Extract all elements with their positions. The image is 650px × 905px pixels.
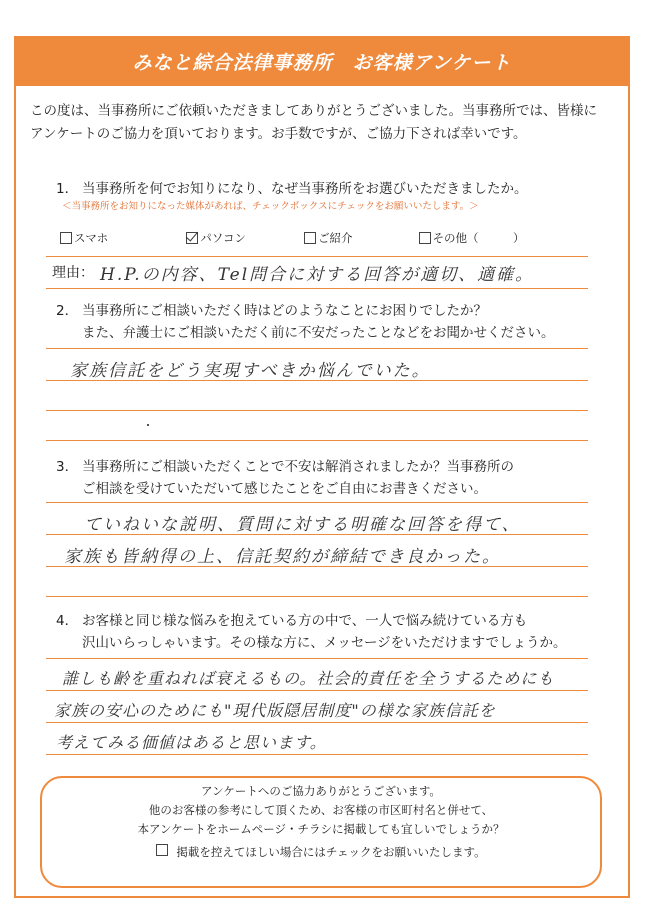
question-3: [56, 456, 616, 500]
consent-box: [40, 776, 602, 888]
consent-label: 掲載を控えてほしい場合にはチェックをお願いいたします。: [176, 845, 486, 859]
question-2-text-2: また、弁護士にご相談いただく前に不安だったことなどをお聞かせください。: [82, 325, 555, 341]
question-1-note: ＜当事務所をお知りになった媒体があれば、チェックボックスにチェックをお願いいたします。＞: [62, 201, 479, 212]
answer-line: [46, 256, 588, 257]
option-label: スマホ: [74, 231, 109, 245]
question-3-text-1: 当事務所にご相談いただくことで不安は解消されましたか？当事務所の: [82, 459, 514, 475]
answer-line: [46, 596, 588, 597]
answer-line: [46, 690, 588, 691]
reason-label: 理由：: [52, 265, 94, 281]
question-3-number: 3．: [56, 459, 79, 475]
footer-line-1: アンケートへのご協力ありがとうございます。: [201, 784, 441, 798]
answer-line: [46, 440, 588, 441]
option-label: パソコン: [200, 231, 247, 245]
intro-line-2: アンケートのご協力を頂いております。お手数ですが、ご協力下されば幸いです。: [30, 126, 527, 142]
answer-line: [46, 410, 588, 411]
question-4-text-2: 沢山いらっしゃいます。その様な方に、メッセージをいただけますでしょうか。: [82, 635, 567, 651]
answer-line: [46, 566, 588, 567]
question-1-number: 1．: [56, 181, 79, 197]
question-1-text: 当事務所を何でお知りになり、なぜ当事務所をお選びいただきましたか。: [82, 181, 528, 197]
answer-line: [46, 658, 588, 659]
answer-line: [46, 288, 588, 289]
option-other[interactable]: [419, 230, 525, 246]
question-4: [56, 610, 616, 654]
checkbox[interactable]: [419, 232, 431, 244]
question-4-text-1: お客様と同じ様な悩みを抱えている方の中で、一人で悩み続けている方も: [82, 613, 528, 629]
answer-4-line-2: 家族の安心のためにも"現代版隠居制度"の様な家族信託を: [54, 701, 496, 720]
question-2-number: 2．: [56, 303, 79, 319]
intro-line-1: この度は、当事務所にご依頼いただきましてありがとうございました。当事務所では、皆様に: [30, 103, 597, 119]
question-4-number: 4．: [56, 613, 79, 629]
option-pc[interactable]: [186, 230, 246, 246]
intro-text: [30, 100, 620, 146]
checkbox[interactable]: [304, 232, 316, 244]
answer-line: [46, 722, 588, 723]
ink-dot: [147, 424, 149, 426]
footer-line-3: 本アンケートをホームページ・チラシに掲載しても宜しいでしょうか？: [137, 822, 505, 836]
checkbox-checked[interactable]: [186, 232, 198, 244]
option-smartphone[interactable]: [60, 230, 108, 246]
answer-2: 家族信託をどう実現すべきか悩んでいた。: [70, 361, 431, 381]
question-2-text-1: 当事務所にご相談いただく時はどのようなことにお困りでしたか？: [82, 303, 487, 319]
page-title: みなと綜合法律事務所 お客様アンケート: [14, 36, 630, 86]
consent-checkbox[interactable]: [156, 844, 168, 856]
answer-3-line-2: 家族も皆納得の上、信託契約が締結でき良かった。: [64, 547, 501, 567]
answer-line: [46, 380, 588, 381]
answer-4-line-3: 考えてみる価値はあると思います。: [56, 733, 327, 752]
footer-line-2: 他のお客様の参考にして頂くため、お客様の市区町村名と併せて、: [148, 803, 494, 817]
option-label: その他（ ）: [432, 231, 525, 245]
answer-3-line-1: ていねいな説明、質問に対する明確な回答を得て、: [84, 515, 521, 535]
answer-line: [46, 534, 588, 535]
checkbox[interactable]: [60, 232, 72, 244]
question-3-text-2: ご相談を受けていただいて感じたことをご自由にお書きください。: [82, 481, 487, 497]
answer-line: [46, 348, 588, 349]
option-referral[interactable]: [304, 230, 353, 246]
consent-option[interactable]: [42, 843, 600, 862]
media-options: [60, 230, 600, 246]
answer-4-line-1: 誰しも齢を重ねれば衰えるもの。社会的責任を全うするためにも: [62, 669, 555, 688]
answer-line: [46, 502, 588, 503]
question-1: [56, 178, 616, 200]
option-label: ご紹介: [318, 231, 353, 245]
answer-line: [46, 754, 588, 755]
answer-1: H.P.の内容、Tel問合に対する回答が適切、適確。: [100, 265, 535, 285]
question-2: [56, 300, 616, 344]
